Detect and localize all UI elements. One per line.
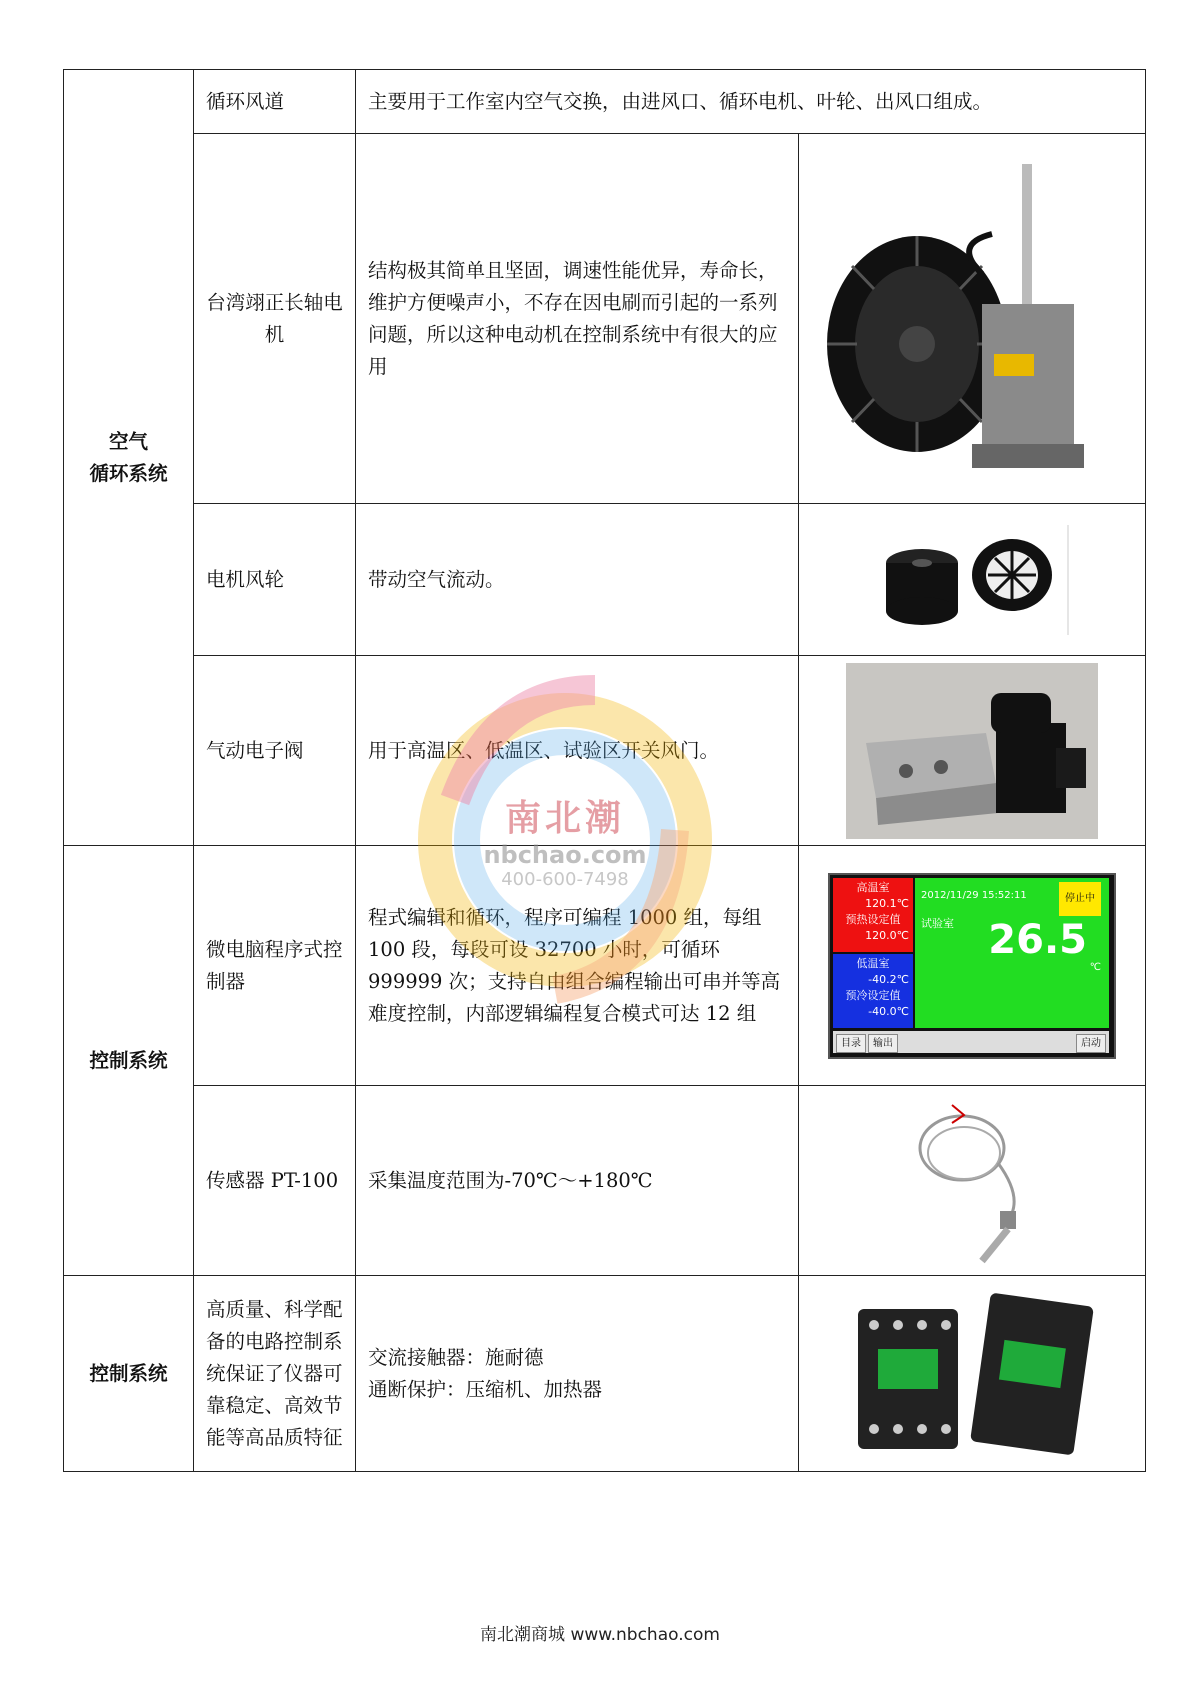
watermark-phone: 400-600-7498	[501, 869, 629, 890]
table-row	[64, 504, 1146, 656]
item-name: 电机风轮	[194, 504, 356, 656]
desc-line: 通断保护：压缩机、加热器	[368, 1377, 603, 1401]
contactor-image-cell	[799, 1276, 1146, 1472]
item-desc: 采集温度范围为-70℃～+180℃	[356, 1086, 799, 1276]
desc-line: 交流接触器：施耐德	[368, 1345, 544, 1369]
high-set-value: 120.0℃	[865, 928, 909, 942]
item-name: 气动电子阀	[194, 656, 356, 846]
table-row	[64, 134, 1146, 504]
controller-screen	[828, 873, 1116, 1059]
table-row	[64, 846, 1146, 1086]
datetime: 2012/11/29 15:52:11	[921, 889, 1027, 901]
item-name: 传感器 PT-100	[194, 1086, 356, 1276]
low-temp-label: 低温室	[856, 956, 890, 970]
table-row	[64, 1086, 1146, 1276]
item-desc: 程式编辑和循环，程序可编程 1000 组，每组 100 段，每段可设 32700 小时，可循环 999999 次；支持自由组合编程输出可串并等高难度控制，内部逻辑编程复合模式可达 12 组	[356, 846, 799, 1086]
spec-table	[63, 69, 1146, 1472]
contactor-image	[850, 1289, 1094, 1459]
solenoid-valve-image	[846, 663, 1098, 839]
high-temp-label: 高温室	[856, 880, 890, 894]
table-row	[64, 70, 1146, 134]
high-temp-value: 120.1℃	[865, 896, 909, 910]
item-desc: 结构极其简单且坚固，调速性能优异，寿命长，维护方便噪声小，不存在因电刷而引起的一系列问题，所以这种电动机在控制系统中有很大的应用	[356, 134, 799, 504]
item-name: 高质量、科学配备的电路控制系统保证了仪器可靠稳定、高效节能等高品质特征	[194, 1276, 356, 1472]
status-badge: 停止中	[1059, 882, 1101, 916]
low-temp-panel	[833, 954, 913, 1028]
motor-fan-image	[822, 154, 1122, 484]
menu-button[interactable]: 目录	[836, 1034, 866, 1053]
category-air-circulation: 空气 循环系统	[64, 70, 194, 846]
high-set-label: 预热设定值	[845, 912, 901, 926]
page-footer: 南北潮商城 www.nbchao.com	[480, 1625, 720, 1645]
item-desc: 用于高温区、低温区、试验区开关风门。	[356, 656, 799, 846]
test-value: 26.5	[988, 916, 1087, 963]
sensor-image-cell	[799, 1086, 1146, 1276]
pt100-sensor-image	[902, 1093, 1042, 1269]
test-chamber-panel	[915, 878, 1109, 1028]
test-unit: ℃	[1089, 961, 1101, 973]
item-desc	[356, 1276, 799, 1472]
watermark-site: nbchao.com	[483, 841, 647, 869]
valve-image-cell	[799, 656, 1146, 846]
item-name: 微电脑程序式控制器	[194, 846, 356, 1086]
motor-image-cell	[799, 134, 1146, 504]
controller-image-cell	[799, 846, 1146, 1086]
category-control-system: 控制系统	[64, 846, 194, 1276]
low-temp-value: -40.2℃	[868, 972, 909, 986]
high-temp-panel	[833, 878, 913, 952]
item-desc: 主要用于工作室内空气交换，由进风口、循环电机、叶轮、出风口组成。	[356, 70, 1146, 134]
watermark-cn: 南北潮	[504, 798, 625, 839]
output-button[interactable]: 输出	[868, 1034, 898, 1053]
table-row	[64, 1276, 1146, 1472]
item-name: 台湾翊正长轴电机	[194, 134, 356, 504]
start-button[interactable]: 启动	[1076, 1034, 1106, 1053]
fan-wheel-image	[872, 525, 1072, 635]
low-set-value: -40.0℃	[868, 1004, 909, 1018]
fan-wheel-image-cell	[799, 504, 1146, 656]
low-set-label: 预冷设定值	[845, 988, 901, 1002]
item-name: 循环风道	[194, 70, 356, 134]
item-desc: 带动空气流动。	[356, 504, 799, 656]
category-control-system: 控制系统	[64, 1276, 194, 1472]
test-label: 试验室	[921, 916, 954, 930]
table-row	[64, 656, 1146, 846]
